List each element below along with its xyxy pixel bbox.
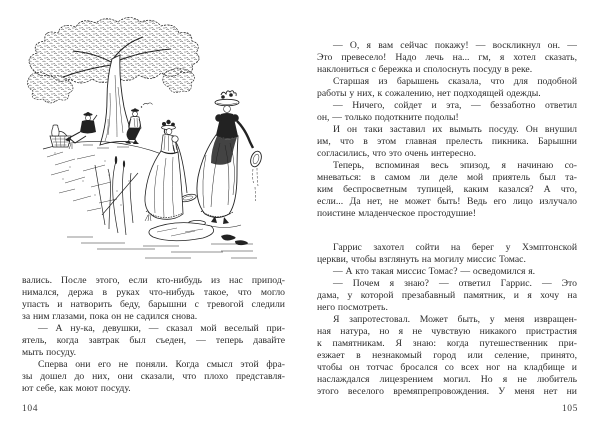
text-line: он, — только подоткните подолы! (317, 112, 459, 123)
plate-in-hand (249, 150, 263, 168)
text-line: Старшая из барышень сказала, что для подобной (333, 76, 577, 87)
standing-woman (197, 91, 263, 224)
right-page-text (317, 40, 577, 398)
text-line: согласились, что это очень интересно. (317, 148, 477, 159)
reeds (95, 156, 138, 235)
text-line: ким беспросветным тупицей, каким казался? А что, (317, 184, 577, 195)
text-line: мыть посуду. (22, 347, 77, 358)
book-illustration (25, 15, 290, 270)
picnic-basket (50, 125, 71, 147)
text-line: Гаррис захотел сойти на берег у Хэмптонской (333, 242, 577, 253)
text-line: Я запротестовал. Может быть, у меня извращен- (333, 314, 577, 325)
text-line: за ним глазами, пока он не садился снова. (22, 311, 198, 322)
text-line: мневаться: в самом ли деле мой приятель был та- (317, 172, 577, 183)
text-line: Сперва они его не поняли. Когда смысл этой фра- (38, 359, 285, 370)
text-line: поистине младенческое простодушие! (317, 208, 476, 219)
text-line: — А ну-ка, девушки, — сказал мой веселый при- (38, 323, 285, 334)
kneeling-woman (145, 120, 197, 220)
text-line: им, что в этом главная прелесть пикника. Барышни (317, 136, 577, 147)
text-line: Это превесело! Надо лечь на... гм, я хотел сказать, (317, 52, 577, 63)
text-line: И он таки заставил их вымыть посуду. Он внушил (333, 124, 577, 135)
text-line: — Почем я знаю? — ответил Гаррис. — Это (333, 278, 577, 289)
text-line: зы дошел до них, они сказали, что плохо представля- (22, 371, 285, 382)
page-number-left: 104 (22, 404, 39, 414)
stone-ledge (149, 223, 214, 241)
text-line: ятель, когда завтрак был съеден, — теперь давайте (22, 335, 285, 346)
text-line: вались. После этого, если кто-нибудь из нас припод- (22, 275, 285, 286)
smoke-puff (143, 103, 153, 105)
page-number-right: 105 (561, 404, 578, 414)
text-line: — А кто такая миссис Томас? — осведомился я. (333, 266, 536, 277)
text-line: нимался, держа в руках что-нибудь такое, что могло (22, 287, 285, 298)
text-line: если... Да нет, не может быть! Ведь его лицо излучало (317, 196, 577, 207)
picnic-engraving-drawing (25, 15, 290, 270)
text-line: ная натура, но я не чувствую никакого пристрастия (317, 326, 577, 337)
text-line: Теперь, вспоминая весь эпизод, я начинаю со- (333, 160, 577, 171)
text-line: церкви, чтобы взглянуть на могилу миссис Томас. (317, 254, 526, 265)
text-line: этого веселого времяпрепровождения. У меня нет ни (317, 386, 577, 397)
text-line: упасть и натворить беду, барышни с тревогой следили (22, 299, 285, 310)
text-line: — Ничего, сойдет и эта, — беззаботно ответил (333, 100, 577, 111)
seated-man-left (65, 112, 97, 143)
text-line: — О, я вам сейчас покажу! — воскликнул он. — (333, 40, 577, 51)
text-line: работы у них, к сожалению, нет подходящей одежды. (317, 88, 541, 99)
water-drips (253, 168, 258, 201)
text-line: наклониться с бережка и сполоснуть посуду в реке. (317, 64, 533, 75)
text-line: наслаждался лицезрением могил. Но я не любитель (317, 374, 577, 385)
text-line: него посмотреть. (317, 302, 388, 313)
seated-man-right (125, 103, 153, 144)
text-line: ют себе, как моют посуду. (22, 383, 131, 394)
left-page-text (22, 275, 285, 395)
text-line: дама, у которой презабавный памятник, и я хочу на (317, 290, 577, 301)
text-line: к памятникам. Я знаю: когда путешественник при- (317, 338, 577, 349)
text-line: езжает в незнакомый город или селение, принято, (317, 350, 577, 361)
text-line: чтобы он тотчас бросался со всех ног на кладбище и (317, 362, 577, 373)
